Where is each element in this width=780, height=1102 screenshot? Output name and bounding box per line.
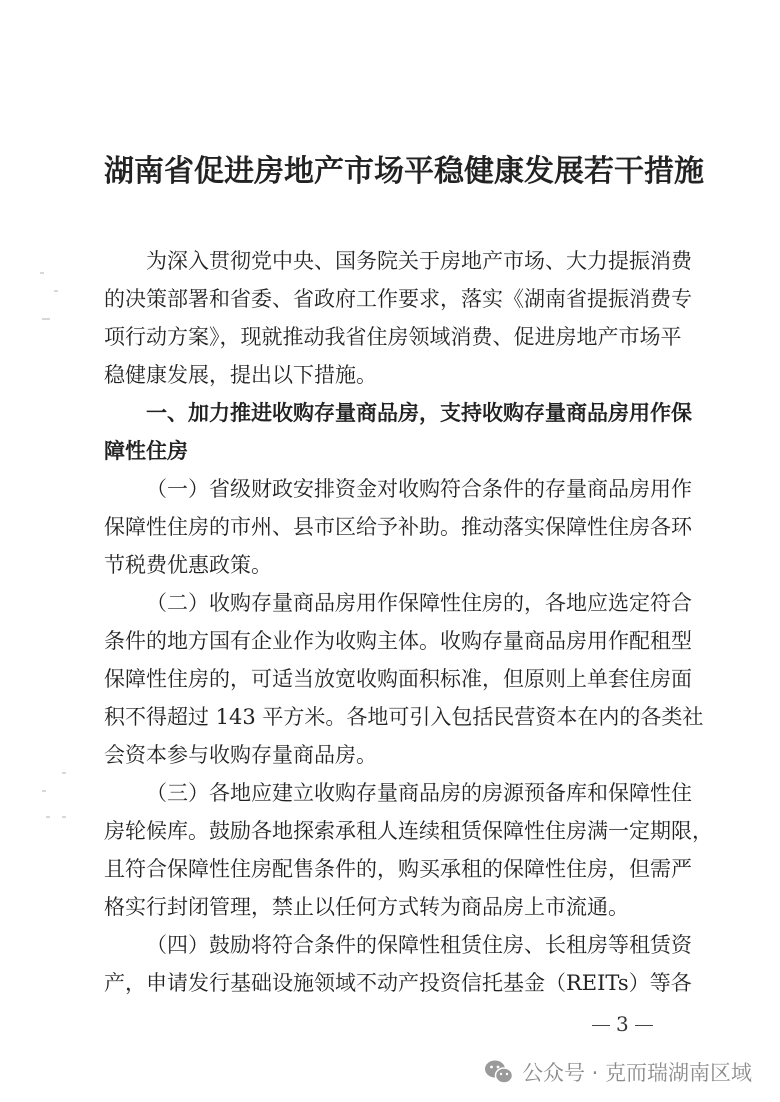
wechat-icon xyxy=(484,1059,514,1085)
paragraph-line: 稳健康发展，提出以下措施。 xyxy=(104,363,377,387)
scan-speck xyxy=(54,290,58,292)
paragraph-line: 且符合保障性住房配售条件的，购买承租的保障性住房，但需严 xyxy=(104,857,692,881)
document-title: 湖南省促进房地产市场平稳健康发展若干措施 xyxy=(104,154,704,189)
paragraph-line: 房轮候库。鼓励各地探索承租人连续租赁保障性住房满一定期限， xyxy=(104,819,713,843)
paragraph-line: 保障性住房的市州、县市区给予补助。推动落实保障性住房各环 xyxy=(104,515,692,539)
paragraph-line: 项行动方案》，现就推动我省住房领域消费、促进房地产市场平 xyxy=(104,325,682,349)
section-heading-line: 障性住房 xyxy=(104,439,188,463)
scan-speck xyxy=(62,772,66,774)
paragraph-line: 积不得超过 143 平方米。各地可引入包括民营资本在内的各类社 xyxy=(104,705,704,729)
paragraph-line: （一）省级财政安排资金对收购符合条件的存量商品房用作 xyxy=(146,477,692,501)
scan-speck xyxy=(62,816,66,818)
paragraph-line: （四）鼓励将符合条件的保障性租赁住房、长租房等租赁资 xyxy=(146,933,692,957)
paragraph-line: 保障性住房的，可适当放宽收购面积标准，但原则上单套住房面 xyxy=(104,667,692,691)
scan-speck xyxy=(46,816,50,818)
scan-speck xyxy=(46,318,50,320)
paragraph-line: （二）收购存量商品房用作保障性住房的，各地应选定符合 xyxy=(146,591,692,615)
dash-right xyxy=(635,1025,653,1026)
paragraph-line: （三）各地应建立收购存量商品房的房源预备库和保障性住 xyxy=(146,781,692,805)
section-heading-line: 一、加力推进收购存量商品房，支持收购存量商品房用作保 xyxy=(146,401,692,425)
paragraph-line: 条件的地方国有企业作为收购主体。收购存量商品房用作配租型 xyxy=(104,629,692,653)
paragraph-line: 会资本参与收购存量商品房。 xyxy=(104,743,377,767)
watermark-text: 公众号 · 克而瑞湖南区域 xyxy=(522,1061,753,1085)
page-number xyxy=(586,1012,659,1036)
paragraph-line: 节税费优惠政策。 xyxy=(104,553,272,577)
watermark xyxy=(484,1058,752,1086)
paragraph-line: 为深入贯彻党中央、国务院关于房地产市场、大力提振消费 xyxy=(146,249,692,273)
scan-speck xyxy=(42,790,46,792)
scan-speck xyxy=(40,272,44,274)
paragraph-line: 的决策部署和省委、省政府工作要求，落实《湖南省提振消费专 xyxy=(104,287,692,311)
scan-speck xyxy=(42,318,46,320)
page-number-value: 3 xyxy=(616,1012,629,1036)
dash-left xyxy=(592,1025,610,1026)
paragraph-line: 格实行封闭管理，禁止以任何方式转为商品房上市流通。 xyxy=(104,895,629,919)
paragraph-line: 产，申请发行基础设施领域不动产投资信托基金（REITs）等各 xyxy=(104,971,692,995)
